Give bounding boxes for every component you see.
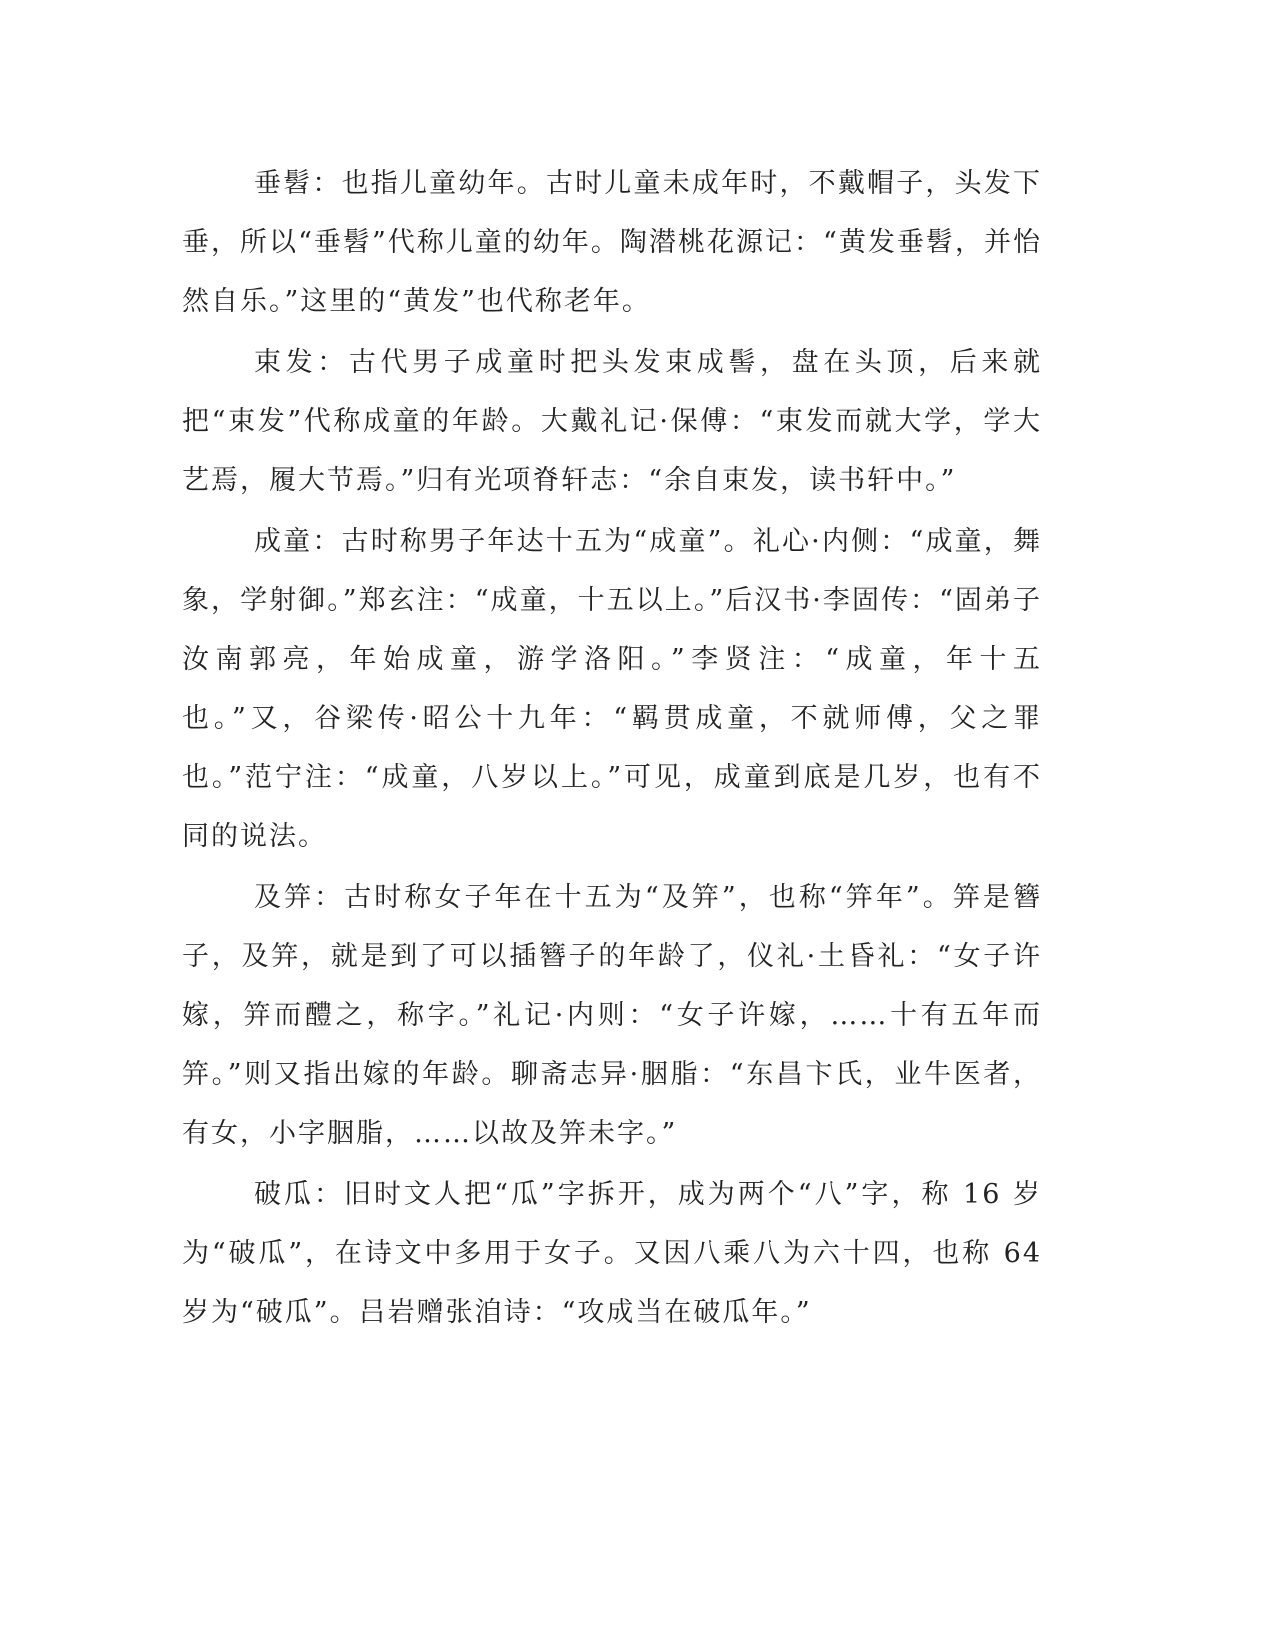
- document-page: [182, 154, 1042, 1344]
- paragraph-jiji: 及笄：古时称女子年在十五为“及笄”，也称“笄年”。笄是簪子，及笄，就是到了可以插簪子的年龄了，仪礼·土昏礼：“女子许嫁，笄而醴之，称字。”礼记·内则：“女子许嫁，……十有五年而笄。”则又指出嫁的年龄。聊斋志异·胭脂：“东昌卞氏，业牛医者，有女，小字胭脂，……以故及笄未字。”: [182, 882, 1042, 1149]
- paragraph-shufa: 束发：古代男子成童时把头发束成髻，盘在头顶，后来就把“束发”代称成童的年龄。大戴礼记·保傅：“束发而就大学，学大艺焉，履大节焉。”归有光项脊轩志：“余自束发，读书轩中。”: [182, 347, 1042, 496]
- paragraph-chuitiao: 垂髫：也指儿童幼年。古时儿童未成年时，不戴帽子，头发下垂，所以“垂髫”代称儿童的幼年。陶潜桃花源记：“黄发垂髫，并怡然自乐。”这里的“黄发”也代称老年。: [182, 168, 1042, 317]
- paragraph-chengtong: 成童：古时称男子年达十五为“成童”。礼心·内侧：“成童，舞象，学射御。”郑玄注：“成童，十五以上。”后汉书·李固传：“固弟子汝南郭亮，年始成童，游学洛阳。”李贤注：“成童，年十五也。”又，谷梁传·昭公十九年：“羁贯成童，不就师傅，父之罪也。”范宁注：“成童，八岁以上。”可见，成童到底是几岁，也有不同的说法。: [182, 526, 1042, 852]
- paragraph-pogua: 破瓜：旧时文人把“瓜”字拆开，成为两个“八”字，称 16 岁为“破瓜”，在诗文中多用于女子。又因八乘八为六十四，也称 64 岁为“破瓜”。吕岩赠张洎诗：“攻成当在破瓜年。”: [182, 1179, 1042, 1328]
